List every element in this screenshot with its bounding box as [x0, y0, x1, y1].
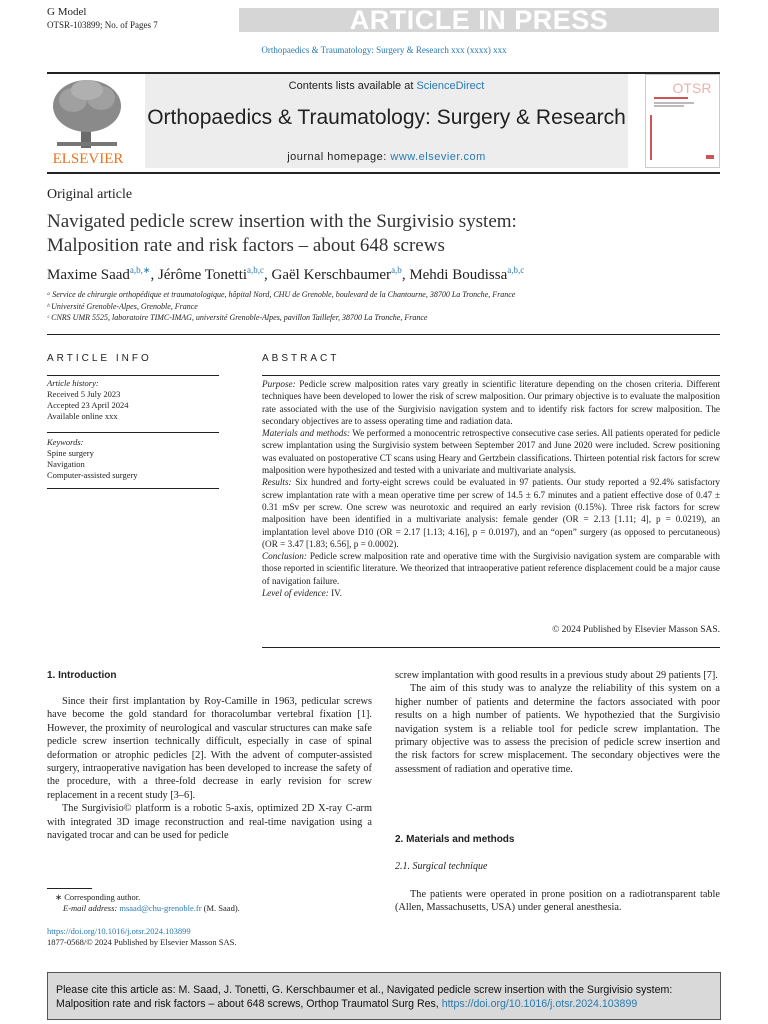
right-paragraph-1: The aim of this study was to analyze the reliability of this system on a higher number of patients and determine the factors associated with poor results on a high number of patients. We hypothezied that the Surgivisio navigation system is a reliable tool for pedicle screw implantation. The primary objective was to assess the precision of pedicle screw insertion and the risk factors for screw misplacement. The secondary objectives were the assessment of radiation and operative time. — [395, 683, 720, 775]
history-accepted: Accepted 23 April 2024 — [47, 400, 129, 410]
elsevier-logo-text: ELSEVIER — [52, 151, 124, 166]
issn-line: 1877-0568/© 2024 Published by Elsevier Masson SAS. — [47, 937, 237, 947]
gmodel-text: G Model — [47, 6, 87, 18]
journal-line-link[interactable]: Orthopaedics & Traumatology: Surgery & Research xxx (xxxx) xxx — [261, 45, 507, 55]
abstract-methods — [262, 427, 720, 476]
contents-prefix: Contents lists available at — [288, 80, 417, 92]
results-text: Six hundred and forty-eight screws could be evaluated in 97 patients. Our study reported a 92.4% satisfactory screw implantation rate with a mean operative time per screw of 14.5 ± 6.7 minutes and a patient effective dose of 0.47 ± 0.31 mSv per screw. One screw was neurotoxic and required an early revision (0.15%). Three risk factors for screw malposition have been identified in a multivariate analysis: female gender (OR = 2.13 [1.11; 4], p = 0.0219), an implantation level above D10 (OR = 2.17 [1.13; 4.16], p = 0.0197), and an “open” surgery (as opposed to percutaneous) (OR = 3.47 [1.83; 6.56], p = 0.0002). — [262, 477, 721, 549]
right-paragraph-0: screw implantation with good results in a previous study about 29 patients [7]. — [395, 670, 718, 681]
email-suffix: (M. Saad). — [201, 903, 240, 913]
affiliation-c: ᶜ CNRS UMR 5525, laboratoire TIMC-IMAG, université Grenoble-Alpes, pavillon Taillefer, 38700 La Tronche, France — [47, 313, 428, 322]
doi-link[interactable]: https://doi.org/10.1016/j.otsr.2024.103899 — [47, 926, 191, 936]
author-name[interactable]: Gaël Kerschbaumer — [271, 267, 392, 283]
affiliation-b: ᵇ Université Grenoble-Alpes, Grenoble, France — [47, 302, 198, 311]
homepage-line — [145, 151, 628, 163]
right-column — [395, 669, 720, 776]
history-label: Article history: — [47, 378, 99, 388]
technique-paragraph — [395, 888, 720, 915]
purpose-text: Pedicle screw malposition rates vary greatly in scientific literature depending on the chosen criteria. Different techniques have been developed to lower the risk of screw malposition. Our primary objective is to evaluate the malposition rate associated with the use of the Surgivisio navigation system and to identify risk factors for screw malposition. The secondary objectives are to assess operating time and radiation data. — [262, 379, 721, 426]
abstract-conclusion — [262, 550, 720, 587]
abstract-level — [262, 587, 720, 599]
divider — [262, 647, 720, 648]
corresponding-author: ∗ Corresponding author. — [55, 892, 141, 902]
email-label: E-mail address: — [63, 903, 120, 913]
abstract-heading: ABSTRACT — [262, 353, 340, 364]
abstract-purpose — [262, 378, 720, 427]
author-affil-sup[interactable]: a,b — [391, 265, 402, 275]
article-in-press-banner: ARTICLE IN PRESS — [349, 5, 609, 35]
article-history — [47, 378, 219, 422]
author-name[interactable]: Mehdi Boudissa — [409, 267, 508, 283]
right-paragraph-2: The patients were operated in prone position on a radiotransparent table (Allen, Massachusetts, USA) under general anesthesia. — [395, 889, 720, 914]
intro-paragraph-2: The Surgivisio© platform is a robotic 5-axis, optimized 2D X-ray C-arm with integrated 3D image reconstruction and real-time navigation using a navigated trocar and can be used for pedicle — [47, 803, 372, 842]
history-received: Received 5 July 2023 — [47, 389, 121, 399]
history-online: Available online xxx — [47, 411, 118, 421]
homepage-link[interactable]: www.elsevier.com — [390, 151, 486, 163]
cite-doi-link[interactable]: https://doi.org/10.1016/j.otsr.2024.103899 — [441, 998, 638, 1010]
footnote-divider — [47, 888, 92, 889]
title-line-1: Navigated pedicle screw insertion with the Surgivisio system: — [47, 211, 517, 232]
purpose-label: Purpose: — [262, 379, 296, 389]
level-text: IV. — [331, 588, 342, 599]
article-type: Original article — [47, 187, 133, 202]
contents-line — [145, 80, 628, 92]
author-list: Maxime Saad$^{a,b,∗}$, Jérôme Tonetti$^{a,b,c}$, Gaël Kerschbaumer$^{a,b}$, Mehdi Boudissa$^{a,b,c}$ — [47, 265, 525, 283]
divider — [47, 488, 219, 489]
email-link[interactable]: msaad@chu-grenoble.fr — [119, 903, 202, 913]
technique-heading: 2.1. Surgical technique — [395, 861, 488, 872]
abstract-results — [262, 476, 720, 550]
header-divider — [47, 334, 720, 335]
article-info-heading: ARTICLE INFO — [47, 353, 152, 364]
author-name[interactable]: Jérôme Tonetti — [157, 267, 248, 283]
intro-paragraph-1: Since their first implantation by Roy-Camille in 1963, pedicular screws have become the gold standard for thoracolumbar vertebral fixation [1]. However, the proximity of neurological and vascular structures can make safe pedicle screw insertion technically difficult, especially in case of spinal deformation or atrophic pedicles [2]. With the advent of computer-assisted surgery, intraoperative navigation has been developed to increase the safety of the procedure, with a three-fold decrease in early revision for screw replacement in a recent study [3–6]. — [47, 696, 372, 801]
keyword: Spine surgery — [47, 448, 94, 458]
divider — [262, 375, 720, 376]
journal-cover-thumbnail — [645, 74, 720, 168]
copyright: © 2024 Published by Elsevier Masson SAS. — [552, 625, 720, 635]
keywords-label: Keywords: — [47, 437, 84, 447]
cover-logo-text: OTSR — [672, 80, 712, 96]
methods-text: We performed a monocentric retrospective consecutive case series. All patients operated for pedicle screw implantation using the Surgivisio system between September 2017 and June 2020 were included. Screw positioning was evaluated on postoperative CT scans using Heary and Gertzbein classifications. Thirteen potential risk factors for screw malposition were hypothesized and tested with a univariate and multivariate analysis. — [262, 428, 720, 476]
conclusion-text: Pedicle screw malposition rate and operative time with the Surgivisio navigation system are comparable with those reported in scientific literature. We theorized that intraoperative patient reference displacement could be a major cause of navigation failure. — [262, 551, 720, 586]
cite-body: Please cite this article as: M. Saad, J. Tonetti, G. Kerschbaumer et al., Navigated pedicle screw insertion with the Surgivisio system: Malposition rate and risk factors – about 648 screws, Orthop Traumatol Surg Res, — [56, 984, 673, 1010]
affiliation-a: ᵃ Service de chirurgie orthopédique et traumatologique, hôpital Nord, CHU de Grenoble, boulevard de la Chantourne, 38700 La Tronche, France — [47, 290, 516, 299]
author-affil-sup[interactable]: a,b,c — [247, 265, 265, 275]
methods-heading: 2. Materials and methods — [395, 834, 515, 845]
methods-label: Materials and methods: — [262, 428, 351, 439]
author-affil-sup[interactable]: a,b,∗ — [129, 265, 151, 275]
left-column — [47, 695, 372, 842]
author-affil-sup[interactable]: a,b,c — [507, 265, 525, 275]
intro-heading: 1. Introduction — [47, 670, 117, 681]
level-label: Level of evidence: — [262, 588, 329, 599]
keywords — [47, 437, 219, 481]
author-name[interactable]: Maxime Saad — [47, 267, 130, 283]
cite-text — [56, 983, 716, 1011]
divider — [47, 432, 219, 433]
footnote — [47, 892, 240, 914]
article-title — [47, 210, 727, 258]
title-line-2: Malposition rate and risk factors – about 648 screws — [47, 235, 445, 256]
results-label: Results: — [262, 477, 292, 488]
elsevier-logo — [47, 76, 129, 166]
journal-title: Orthopaedics & Traumatology: Surgery & Research — [147, 106, 626, 129]
ref-line: OTSR-103899; No. of Pages 7 — [47, 20, 158, 30]
divider — [47, 375, 219, 376]
gmodel-label — [47, 6, 158, 32]
abstract-body — [262, 378, 720, 599]
keyword: Navigation — [47, 459, 85, 469]
sciencedirect-link[interactable]: ScienceDirect — [416, 80, 485, 92]
conclusion-label: Conclusion: — [262, 551, 307, 562]
doi-block — [47, 926, 236, 948]
homepage-prefix: journal homepage: — [287, 151, 391, 163]
keyword: Computer-assisted surgery — [47, 470, 138, 480]
